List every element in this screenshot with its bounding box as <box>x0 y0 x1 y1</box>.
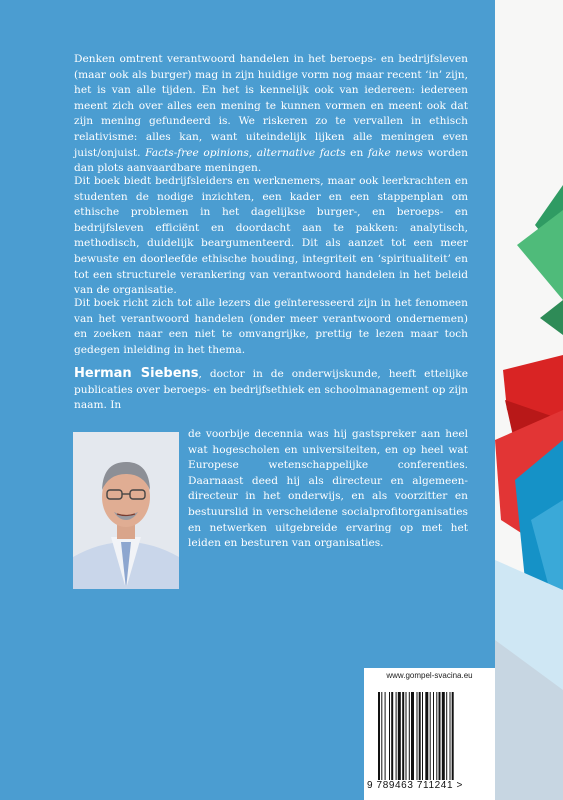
barcode-bar <box>402 692 404 780</box>
barcode-bar <box>417 692 418 780</box>
paper-boats-photo <box>495 0 563 800</box>
barcode-bar <box>436 692 437 780</box>
author-bio-first-lines: , doctor in de onderwijskunde, heeft ettelijke publicaties over beroeps- en bedrijfsethiek en schoolmanagement op zijn naam. In <box>74 368 468 412</box>
barcode-bar <box>452 692 454 780</box>
author-portrait <box>73 432 179 589</box>
barcode-bar <box>391 692 393 780</box>
barcode-bar <box>396 692 397 780</box>
blurb-text-span: Facts-free opinions, alternative facts <box>145 146 346 159</box>
isbn-barcode <box>378 692 478 780</box>
blurb-text-span: Dit boek biedt bedrijfsleiders en werknemers, maar ook leerkrachten en studenten de nodige inzichten, een kader en een stappenplan om ethische problemen in het dagelijkse burger-, en beroeps- en bedrijfsleven efficiënt en doordacht aan te pakken: analytisch, methodisch, duidelijk beargumenteerd. Dit als aanzet tot een meer bewuste en doorleefde ethische houding, integriteit en ‘spiritualiteit’ en tot een structurele verankering van verantwoord handelen in het beleid van de organisatie. <box>74 175 468 297</box>
barcode-bar <box>433 692 434 780</box>
blurb-text-span: fake news <box>367 146 423 159</box>
barcode-bar <box>439 692 441 780</box>
blurb-text-span: Denken omtrent verantwoord handelen in het beroeps- en bedrijfsleven (maar ook als burger) mag in zijn huidige vorm nog maar recent ‘in’ zijn, het is van alle tijden. En het is kennelijk ook van iedereen: iedereen meent zich over alles een mening te kunnen vormen en meent ook dat zijn mening gefundeerd is. We riskeren zo te vervallen in ethisch relativisme: alles kan, want uiteindelijk lijken alle meningen even juist/onjuist. <box>74 53 468 159</box>
barcode-bar <box>378 692 380 780</box>
blurb-text-span: Dit boek richt zich tot alle lezers die geïnteresseerd zijn in het fenomeen van het verantwoord handelen (onder meer verantwoord ondernemen) en zoeken naar een niet te omvangrijke, prettig te lezen maar toch gedegen inleiding in het thema. <box>74 297 468 356</box>
author-name: Herman Siebens <box>74 366 199 381</box>
barcode-bar <box>446 692 447 780</box>
barcode-bar <box>419 692 421 780</box>
barcode-bar <box>450 692 451 780</box>
barcode-bar <box>398 692 401 780</box>
barcode-bar <box>430 692 431 780</box>
publisher-url: www.gompel-svacina.eu <box>386 671 473 680</box>
blurb-text-span: en <box>345 146 368 159</box>
blurb-paragraph-1 <box>74 52 468 177</box>
barcode-bar <box>385 692 386 780</box>
blurb-paragraph-2 <box>74 174 468 299</box>
barcode-bar <box>389 692 390 780</box>
blurb-text-span: worden dan plots aanvaardbare meningen. <box>74 146 468 175</box>
author-bio-continued: de voorbije decennia was hij gastspreker aan heel wat hogescholen en universiteiten, en op heel wat Europese wetenschappelijke conferenties. Daarnaast deed hij als directeur en algemeen-directeur in het onderwijs, en als voorzitter en bestuurslid in verscheidene socialprofitorganisaties en netwerken uitgebreide ervaring op met het leiden en besturen van organisaties. <box>188 428 468 550</box>
barcode-bar <box>422 692 423 780</box>
barcode-bar <box>406 692 407 780</box>
barcode-bar <box>425 692 428 780</box>
barcode-label <box>364 668 495 800</box>
isbn-number: 9 789463 711241 > <box>367 780 463 791</box>
barcode-bar <box>411 692 414 780</box>
barcode-bar <box>442 692 445 780</box>
barcode-bar <box>409 692 410 780</box>
blurb-paragraph-3 <box>74 296 468 358</box>
barcode-bar <box>381 692 382 780</box>
author-bio-intro <box>74 366 468 414</box>
